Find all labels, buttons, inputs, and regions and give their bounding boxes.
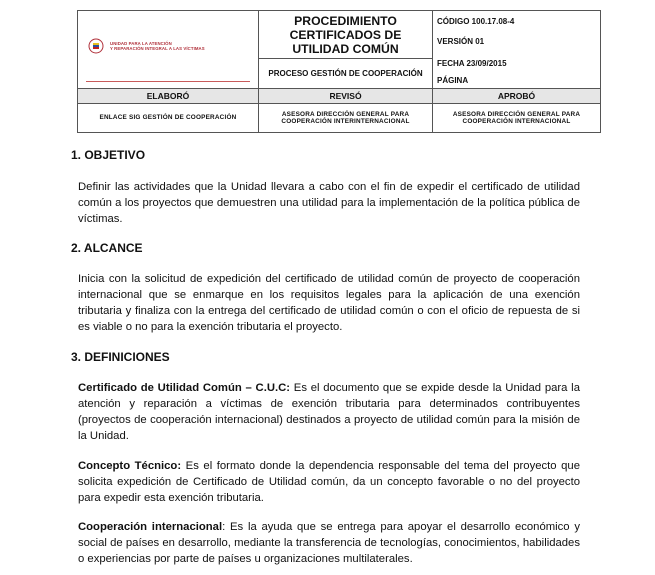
reviso-value-line-2: COOPERACIÓN INTERINTERNACIONAL: [281, 118, 410, 125]
definition-text: Es el documento que se expide desde la Unidad para la atención y reparación a víctimas de exención tributaria para determinados contribuyentes (proyectos de cooperación internacional) destinados a proyecto de utilidad común para la misión de la Unidad.: [78, 382, 580, 442]
logo-line-2: Y REPARACIÓN INTEGRAL A LAS VÍCTIMAS: [110, 46, 205, 51]
meta-cell-top: [433, 11, 601, 59]
title-line-1: PROCEDIMIENTO CERTIFICADOS DE: [289, 13, 402, 42]
definition-text: Es el formato donde la dependencia responsable del tema del proyecto que solicita expedición de Certificado de Utilidad común, da un concepto favorable o no del proyecto para expedir esta exención tributaria.: [78, 460, 580, 504]
document-title: [259, 11, 433, 59]
document-version: VERSIÓN 01: [437, 37, 485, 46]
colombia-seal-icon: [88, 38, 104, 54]
document-header-table: [77, 10, 601, 133]
elaboro-header: ELABORÓ: [78, 89, 259, 104]
document-date: FECHA 23/09/2015: [437, 58, 507, 68]
logo-divider: [86, 81, 250, 82]
aprobo-value-line-1: ASESORA DIRECCIÓN GENERAL PARA: [452, 110, 581, 118]
section-title-alcance: 2. ALCANCE: [71, 241, 143, 255]
definition-term: Certificado de Utilidad Común – C.U.C:: [78, 382, 291, 394]
logo-line-1: UNIDAD PARA LA ATENCIÓN: [110, 41, 172, 46]
reviso-header: REVISÓ: [259, 89, 433, 104]
aprobo-header: APROBÓ: [433, 89, 601, 104]
definition-certificado: [78, 380, 580, 444]
elaboro-value: ENLACE SIG GESTIÓN DE COOPERACIÓN: [78, 104, 259, 133]
aprobo-value-line-2: COOPERACIÓN INTERNACIONAL: [462, 118, 571, 125]
meta-cell-bottom: [433, 59, 601, 89]
process-name: PROCESO GESTIÓN DE COOPERACIÓN: [259, 59, 433, 89]
definition-term: Concepto Técnico:: [78, 460, 182, 472]
logo-cell: [78, 11, 259, 89]
definition-concepto: [78, 458, 580, 506]
title-line-2: UTILIDAD COMÚN: [292, 41, 399, 56]
reviso-value-line-1: ASESORA DIRECCIÓN GENERAL PARA: [281, 110, 410, 118]
definition-cooperacion: [78, 519, 580, 567]
reviso-value: [259, 104, 433, 133]
aprobo-value: [433, 104, 601, 133]
definition-term: Cooperación internacional: [78, 521, 223, 533]
definition-text: : Es la ayuda que se entrega para apoyar el desarrollo económico y social de países en desarrollo, mediante la transferencia de tecnologías, conocimientos, habilidades o experiencias por parte de países u organizaciones multilaterales.: [78, 521, 580, 565]
section-title-objetivo: 1. OBJETIVO: [71, 148, 146, 162]
document-code: CÓDIGO 100.17.08-4: [437, 17, 515, 26]
section-title-definiciones: 3. DEFINICIONES: [71, 350, 170, 364]
unit-logo: [88, 26, 218, 66]
objetivo-paragraph: Definir las actividades que la Unidad llevara a cabo con el fin de expedir el certificado de utilidad común a los proyectos que demuestren una utilidad para la implementación de la política pública de víctimas.: [78, 181, 580, 225]
document-page: PÁGINA: [437, 75, 469, 85]
alcance-paragraph: Inicia con la solicitud de expedición del certificado de utilidad común de proyecto de cooperación internacional que se enmarque en los requisitos legales para la aplicación de una exención tributaria y finaliza con la entrega del certificado de utilidad común o con el oficio de repuesta de si es viable o no para la exención tributaria el proyecto.: [78, 273, 580, 333]
